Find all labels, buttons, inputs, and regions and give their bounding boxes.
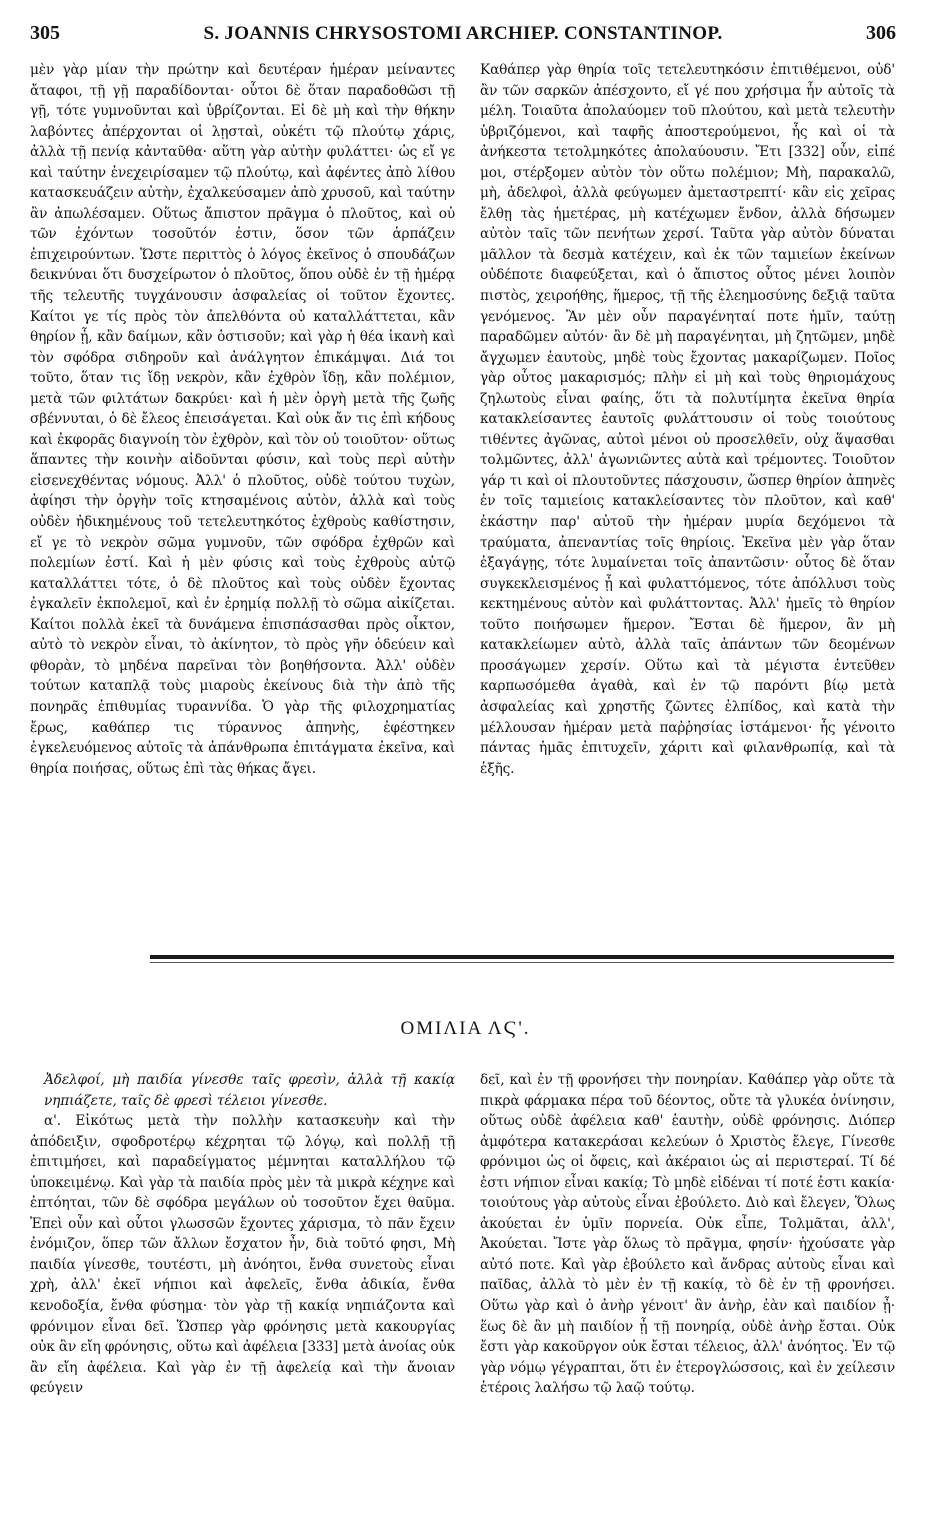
- running-title: S. JOANNIS CHRYSOSTOMI ARCHIEP. CONSTANTINOP.: [203, 23, 723, 44]
- paragraph-bottom-left: α'. Εἰκότως μετὰ τὴν πολλὴν κατασκευὴν καὶ τὴν ἀπόδειξιν, σφοδροτέρῳ κέχρηται τῷ λόγῳ, καὶ πολλῇ τῇ ἐπιτιμήσει, καὶ παραδείγματος μέμνηται καταλλήλου τῷ ὑποκειμένῳ. Καὶ γὰρ τὰ παιδία πρὸς μὲν τὰ μικρὰ κέχηνε καὶ ἐπτόηται, τῶν δὲ σφόδρα μεγάλων οὐ τοσοῦτον ἔχει θαῦμα. Ἐπεὶ οὖν καὶ οὗτοι γλωσσῶν ἔχοντες χάρισμα, τὸ πᾶν ἔχειν ἐνόμιζον, ὅπερ τῶν ἄλλων ἔσχατον ἦν, διὰ τοῦτό φησι, Μὴ παιδία γίνεσθε, τουτέστι, μὴ ἀνόητοι, ἔνθα συνετοὺς εἶναι χρὴ, ἀλλ' ἐκεῖ νήπιοι καὶ ἀφελεῖς, ἔνθα ἀδικία, ἔνθα κενοδοξία, ἔνθα φύσημα· τὸν γὰρ τῇ κακίᾳ νηπιάζοντα καὶ φρόνιμον εἶναι δεῖ. Ὥσπερ γὰρ φρόνησις μετὰ κακουργίας οὐκ ἂν εἴη φρόνησις, οὕτω καὶ ἀφέλεια [333] μετὰ ἀνοίας οὐκ ἂν εἴη ἀφέλεια. Καὶ γὰρ ἐν τῇ ἀφελείᾳ καὶ τὴν ἄνοιαν φεύγειν: [30, 1113, 455, 1397]
- paragraph-top-right: Καθάπερ γὰρ θηρία τοῖς τετελευτηκόσιν ἐπιτιθέμενοι, οὐδ' ἂν τῶν σαρκῶν ἀπέσχοντο, εἴ γέ που χρήσιμα ἦν αὐτοῖς τὰ μέλη. Τοιαῦτα ἀπολαύομεν τοῦ πλούτου, καὶ μετὰ τελευτὴν ὑβριζόμενοι, καὶ ταφῆς ἀποστερούμενοι, ἧς καὶ οἱ τὰ ἀνήκεστα τετολμηκότες ἀπολαύουσιν. Ἔτι [332] οὖν, εἰπέ μοι, στέρξομεν αὐτὸν τὸν οὕτω πολέμιον; Μὴ, παρακαλῶ, μὴ, ἀδελφοὶ, ἀλλὰ φεύγωμεν ἀμεταστρεπτί· κἂν εἰς χεῖρας ἔλθῃ τὰς ἡμετέρας, μὴ κατέχωμεν ἔνδον, ἀλλὰ δήσωμεν αὐτὸν ταῖς τῶν πενήτων χερσί. Ταῦτα γὰρ αὐτὸν δύναται μᾶλλον τὰ δεσμὰ κατέχειν, καὶ ἐκ τῶν ταμιείων ἐκείνων οὐδέποτε διαφεύξεται, καὶ ὁ ἄπιστος οὗτος μένει λοιπὸν πιστὸς, χειροήθης, ἥμερος, τῇ τῆς ἐλεημοσύνης δεξιᾷ ταῦτα γενόμενος. Ἂν μὲν οὖν παραγένηταί ποτε ἡμῖν, ταύτῃ παραδῶμεν αὐτόν· ἂν δὲ μὴ παραγένηται, μὴ ζητῶμεν, μηδὲ ἄγχωμεν ἑαυτοὺς, μηδὲ τοὺς ἔχοντας μακαρίζωμεν. Ποῖος γὰρ οὗτος μακαρισμός; πλὴν εἰ μὴ καὶ τοὺς θηριομάχους ζηλωτοὺς εἶναι φαίης, ὅτι τὰ πολυτίμητα ἐκεῖνα θηρία κατακλείσαντες ἑαυτοῖς φυλάττουσιν οἱ τοὺς τοιούτους τιθέντες ἀγῶνας, αὐτοὶ μένοι οὐ προσελθεῖν, οὐχ ἅψασθαι τολμῶντες, ἀλλ' ἀγωνιῶντες αὐτὰ καὶ τρέμοντες. Τοιοῦτον γάρ τι καὶ οἱ πλουτοῦντες πάσχουσιν, ὥσπερ θηρίον ἀπηνὲς ἐν τοῖς ταμιείοις κατακλείσαντες τὸν πλοῦτον, καὶ καθ' ἑκάστην παρ' αὐτοῦ τὴν ἡμέραν μυρία δεχόμενοι τὰ τραύματα, ἀπεναντίας τοῖς θηρίοις. Ἐκεῖνα μὲν γὰρ ὅταν ἐξαγάγῃς, τότε λυμαίνεται τοῖς ἀπαντῶσιν· οὗτος δὲ ὅταν συγκεκλεισμένος ᾖ καὶ φυλαττόμενος, τότε ἀπόλλυσι τοὺς κεκτημένους αὐτὸν καὶ φυλάττοντας. Ἀλλ' ἡμεῖς τὸ θηρίον τοῦτο ποιήσωμεν ἥμερον. Ἔσται δὲ ἥμερον, ἂν μὴ κατακλείωμεν αὐτὸ, ἀλλὰ ταῖς ἁπάντων τῶν δεομένων προσάγωμεν χερσίν. Οὕτω καὶ τὰ μέγιστα ἐντεῦθεν καρπωσόμεθα ἀγαθὰ, καὶ ἐν τῷ παρόντι βίῳ μετὰ ἀσφαλείας καὶ χρηστῆς ζῶντες ἐλπίδος, καὶ κατὰ τὴν μέλλουσαν ἡμέραν μετὰ παῤῥησίας ἱστάμενοι· ἧς γένοιτο πάντας ἡμᾶς ἐπιτυχεῖν, χάριτι καὶ φιλανθρωπίᾳ, καὶ τὰ ἑξῆς.: [480, 62, 895, 777]
- section-divider-thin: [150, 962, 894, 963]
- column-top-right: [480, 60, 895, 930]
- homily-title: ΟΜΙΛΙΑ ΛϚ'.: [400, 1018, 531, 1039]
- paragraph-top-left: μὲν γὰρ μίαν τὴν πρώτην καὶ δευτέραν ἡμέραν μείναντες ἄταφοι, τῇ γῇ παραδίδονται· οὗτοι δὲ ὅταν παραδοθῶσι τῇ γῇ, τότε γυμνοῦνται καὶ ὑβρίζονται. Εἰ δὲ μὴ καὶ τὴν θήκην λαβόντες ἀπέρχονται οἱ λῃσταὶ, οὐκέτι τῷ πλούτῳ χάρις, ἀλλὰ τῇ πενίᾳ κἀνταῦθα· αὕτη γὰρ αὐτὴν φυλάττει· ὡς εἴ γε καὶ ταύτην ἐνεχειρίσαμεν τῷ πλούτῳ, καὶ ἀφέντες ἀπὸ λίθου κατασκευάζειν αὐτὴν, ἐχαλκεύσαμεν ἀπὸ χρυσοῦ, καὶ ταύτην ἂν ἀπωλέσαμεν. Οὕτως ἄπιστον πρᾶγμα ὁ πλοῦτος, καὶ οὐ τῶν ἐχόντων τοσοῦτόν ἐστιν, ὅσον τῶν ἁρπάζειν ἐπιχειρούντων. Ὥστε περιττὸς ὁ λόγος ἐκεῖνος ὁ σπουδάζων δεικνύναι ὅτι δυσχείρωτον ὁ πλοῦτος, ὅπου οὐδὲ ἐν τῇ ἡμέρᾳ τῆς τελευτῆς τυγχάνουσιν ἀσφαλείας οἱ τοῦτον ἔχοντες. Καίτοι γε τίς πρὸς τὸν ἀπελθόντα οὐ καταλλάττεται, κἂν θηρίον ᾖ, κἂν δαίμων, κἂν ὁστισοῦν; καὶ γὰρ ἡ θέα ἱκανὴ καὶ τὸν σφόδρα σιδηροῦν καὶ ἀνάλγητον ἐπικάμψαι. Διά τοι τοῦτο, ὅταν τις ἴδῃ νεκρὸν, κἂν ἐχθρὸν ἴδῃ, κἂν πολέμιον, μετὰ τῶν φιλτάτων δακρύει· καὶ ἡ μὲν ὀργὴ μετὰ τῆς ζωῆς σβέννυται, ὁ δὲ ἔλεος ἐπεισάγεται. Καὶ οὐκ ἄν τις ἐπὶ κήδους καὶ ἐκφορᾶς διαγνοίη τὸν ἐχθρὸν, καὶ τὸν οὐ τοιοῦτον· οὕτως ἅπαντες τὴν κοινὴν αἰδοῦνται φύσιν, καὶ τοὺς περὶ αὐτὴν εἰσενεχθέντας νόμους. Ἀλλ' ὁ πλοῦτος, οὐδὲ τούτου τυχὼν, ἀφίησι τὴν ὀργὴν τοῖς κτησαμένοις αὐτὸν, ἀλλὰ καὶ τοὺς οὐδὲν ἠδικημένους τοῦ τετελευτηκότος ἐχθροὺς καθίστησιν, εἴ γε τὸ νεκρὸν σῶμα γυμνοῦν, τῶν σφόδρα ἐχθρῶν καὶ πολεμίων ἐστί. Καὶ ἡ μὲν φύσις καὶ τοὺς ἐχθροὺς αὐτῷ καταλλάττει τότε, ὁ δὲ πλοῦτος καὶ τοὺς οὐδὲν ἔχοντας ἐγκαλεῖν ἐκπολεμοῖ, καὶ ἐν ἐρημίᾳ πολλῇ τὸ σῶμα αἰκίζεται. Καίτοι πολλὰ ἐκεῖ τὰ δυνάμενα ἐπισπάσασθαι πρὸς οἶκτον, αὐτὸ τὸ νεκρὸν εἶναι, τὸ ἀκίνητον, τὸ πρὸς γῆν ὁδεύειν καὶ φθορὰν, τὸ μηδένα παρεῖναι τὸν βοηθήσοντα. Ἀλλ' οὐδὲν τούτων καταπλᾷ τοὺς μιαροὺς ἐκείνους διὰ τὴν ἀπὸ τῆς πονηρᾶς ἐπιθυμίας τυραννίδα. Ὁ γὰρ τῆς φιλοχρηματίας ἔρως, καθάπερ τις τύραννος ἀπηνὴς, ἐφέστηκεν ἐγκελευόμενος αὐτοῖς τὰ ἀπάνθρωπα ἐπιτάγματα ἐκεῖνα, καὶ θηρία ποιήσας, οὕτως ἐπὶ τὰς θήκας ἄγει.: [30, 62, 455, 777]
- scripture-epigraph: Ἀδελφοί, μὴ παιδία γίνεσθε ταῖς φρεσὶν, ἀλλὰ τῇ κακίᾳ νηπιάζετε, ταῖς δὲ φρεσὶ τέλειοι γίνεσθε.: [44, 1072, 455, 1109]
- running-header: [30, 22, 896, 48]
- column-top-left: [30, 60, 455, 930]
- column-bottom-left: [30, 1070, 455, 1530]
- paragraph-bottom-right: δεῖ, καὶ ἐν τῇ φρονήσει τὴν πονηρίαν. Καθάπερ γὰρ οὔτε τὰ πικρὰ φάρμακα πέρα τοῦ δέοντος, οὔτε τὰ γλυκέα ὀνίνησιν, οὕτως οὐδὲ ἀφέλεια καθ' ἑαυτὴν, οὐδὲ φρόνησις. Διόπερ ἀμφότερα κατακεράσαι κελεύων ὁ Χριστὸς ἔλεγε, Γίνεσθε φρόνιμοι ὡς οἱ ὄφεις, καὶ ἀκέραιοι ὡς αἱ περιστεραί. Τί δέ ἐστι νήπιον εἶναι κακίᾳ; Τὸ μηδὲ εἰδέναι τί ποτέ ἐστι κακία· τοιούτους γὰρ αὐτοὺς εἶναι ἐβούλετο. Διὸ καὶ ἔλεγεν, Ὅλως ἀκούεται ἐν ὑμῖν πορνεία. Οὐκ εἶπε, Τολμᾶται, ἀλλ', Ἀκούεται. Ἴστε γὰρ ὅλως τὸ πρᾶγμα, φησίν· ἠχούσατε γὰρ αὐτό ποτε. Καὶ γὰρ ἐβούλετο καὶ ἄνδρας αὐτοὺς εἶναι καὶ παῖδας, ἀλλὰ τὸ μὲν ἐν τῇ κακίᾳ, τὸ δὲ ἐν τῇ φρονήσει. Οὕτω γὰρ καὶ ὁ ἀνὴρ γένοιτ' ἂν ἀνὴρ, ἐὰν καὶ παιδίον ᾖ· ἕως δὲ ἂν μὴ παιδίον ᾖ τῇ πονηρίᾳ, οὐδὲ ἀνὴρ ἔσται. Οὐκ ἔστι γὰρ κακοῦργον οὐκ ἔσται τέλειος, ἀλλ' ἀνόητος. Ἐν τῷ γὰρ νόμῳ γέγραπται, ὅτι ἐν ἑτερογλώσσοις, καὶ ἐν χείλεσιν ἑτέροις λαλήσω τῷ λαῷ τούτῳ.: [480, 1072, 895, 1397]
- column-bottom-right: [480, 1070, 895, 1530]
- section-divider: [150, 955, 894, 959]
- page-number-left: 305: [30, 22, 60, 44]
- page-number-right: 306: [866, 22, 896, 44]
